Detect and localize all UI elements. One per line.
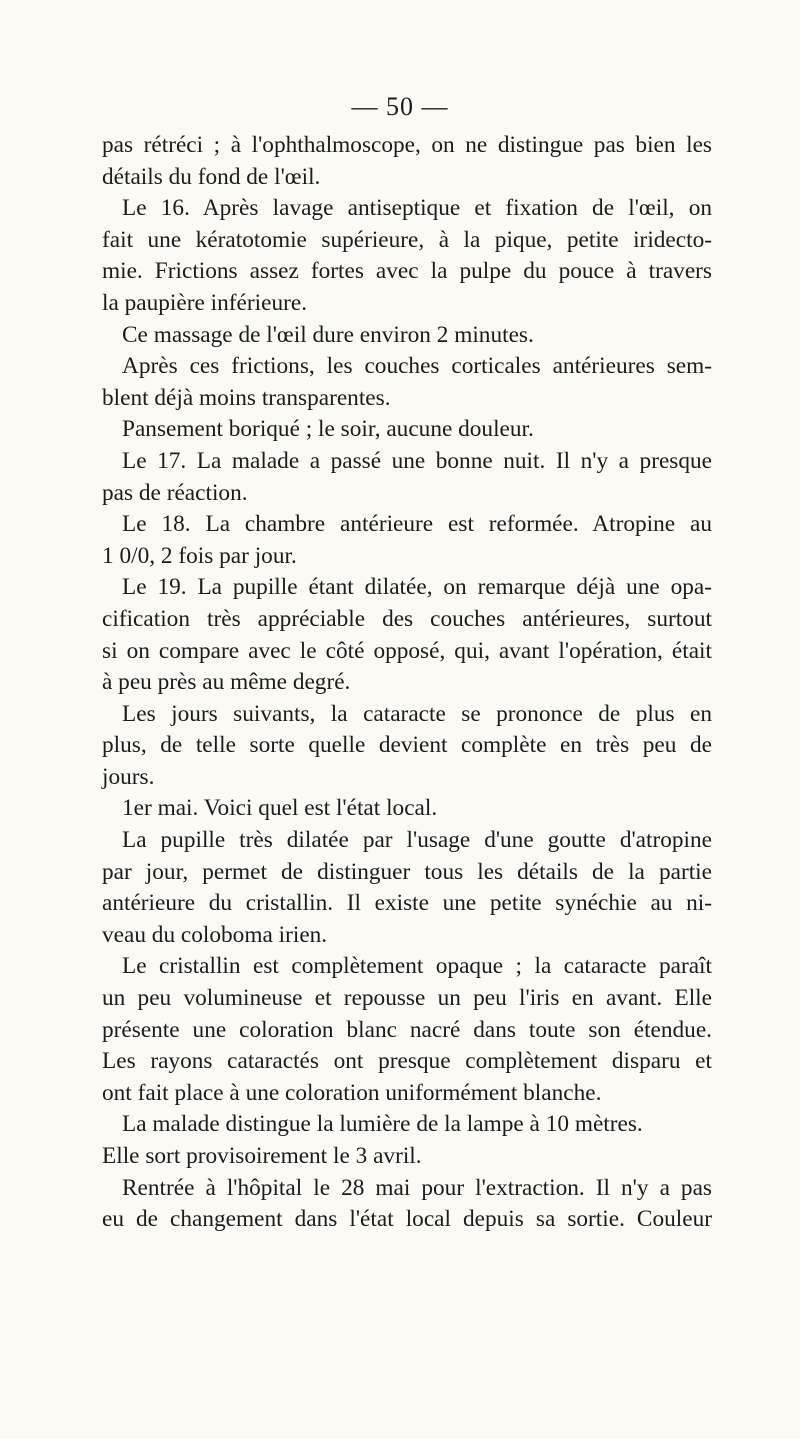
text-line: à peu près au même degré.	[102, 669, 351, 696]
text-line: La malade distingue la lumière de la lampe à 10 mètres.	[122, 1111, 643, 1138]
text-line: par jour, permet de distinguer tous les détails de la partie	[102, 858, 712, 885]
text-line: Pansement boriqué ; le soir, aucune douleur.	[122, 416, 534, 443]
text-line: si on compare avec le côté opposé, qui, avant l'opération, était	[102, 637, 712, 664]
body-text	[102, 130, 712, 1236]
text-line: un peu volumineuse et repousse un peu l'iris en avant. Elle	[102, 985, 712, 1012]
text-line: Le 19. La pupille étant dilatée, on remarque déjà une opa-	[122, 574, 712, 601]
text-line: fait une kératotomie supérieure, à la pique, petite iridecto-	[102, 226, 712, 253]
text-line: cification très appréciable des couches antérieures, surtout	[102, 605, 712, 632]
text-line: pas rétréci ; à l'ophthalmoscope, on ne distingue pas bien les	[102, 132, 712, 158]
text-line: Le 17. La malade a passé une bonne nuit. Il n'y a presque	[122, 447, 712, 474]
text-line: blent déjà moins transparentes.	[102, 384, 391, 411]
text-line: Le 18. La chambre antérieure est reformée. Atropine au	[122, 511, 712, 538]
text-line: la paupière inférieure.	[102, 289, 308, 316]
text-line: 1er mai. Voici quel est l'état local.	[122, 795, 438, 822]
text-line: détails du fond de l'œil.	[102, 163, 321, 190]
text-line: Ce massage de l'œil dure environ 2 minutes.	[122, 321, 534, 348]
text-line: Le 16. Après lavage antiseptique et fixation de l'œil, on	[122, 195, 712, 222]
text-line: plus, de telle sorte quelle devient complète en très peu de	[102, 732, 712, 759]
text-line: Le cristallin est complètement opaque ; la cataracte paraît	[122, 953, 712, 980]
text-line: présente une coloration blanc nacré dans toute son étendue.	[102, 1016, 712, 1043]
text-line: eu de changement dans l'état local depuis sa sortie. Couleur	[102, 1206, 712, 1233]
text-line: ont fait place à une coloration uniformément blanche.	[102, 1079, 602, 1106]
text-line: Les jours suivants, la cataracte se prononce de plus en	[122, 700, 712, 727]
text-line: Elle sort provisoirement le 3 avril.	[102, 1143, 422, 1169]
text-line: veau du coloboma irien.	[102, 921, 328, 948]
text-line: Après ces frictions, les couches corticales antérieures sem-	[122, 353, 712, 380]
text-line: Les rayons cataractés ont presque complètement disparu et	[102, 1048, 712, 1075]
text-line: antérieure du cristallin. Il existe une petite synéchie au ni-	[102, 890, 712, 917]
text-line: Rentrée à l'hôpital le 28 mai pour l'extraction. Il n'y a pas	[122, 1174, 712, 1201]
text-line: jours.	[102, 763, 155, 790]
page-number: — 50 —	[351, 92, 449, 121]
text-line: La pupille très dilatée par l'usage d'une goutte d'atropine	[122, 827, 712, 854]
text-line: mie. Frictions assez fortes avec la pulpe du pouce à travers	[102, 258, 712, 285]
text-line: 1 0/0, 2 fois par jour.	[102, 542, 297, 569]
text-line: pas de réaction.	[102, 479, 248, 506]
